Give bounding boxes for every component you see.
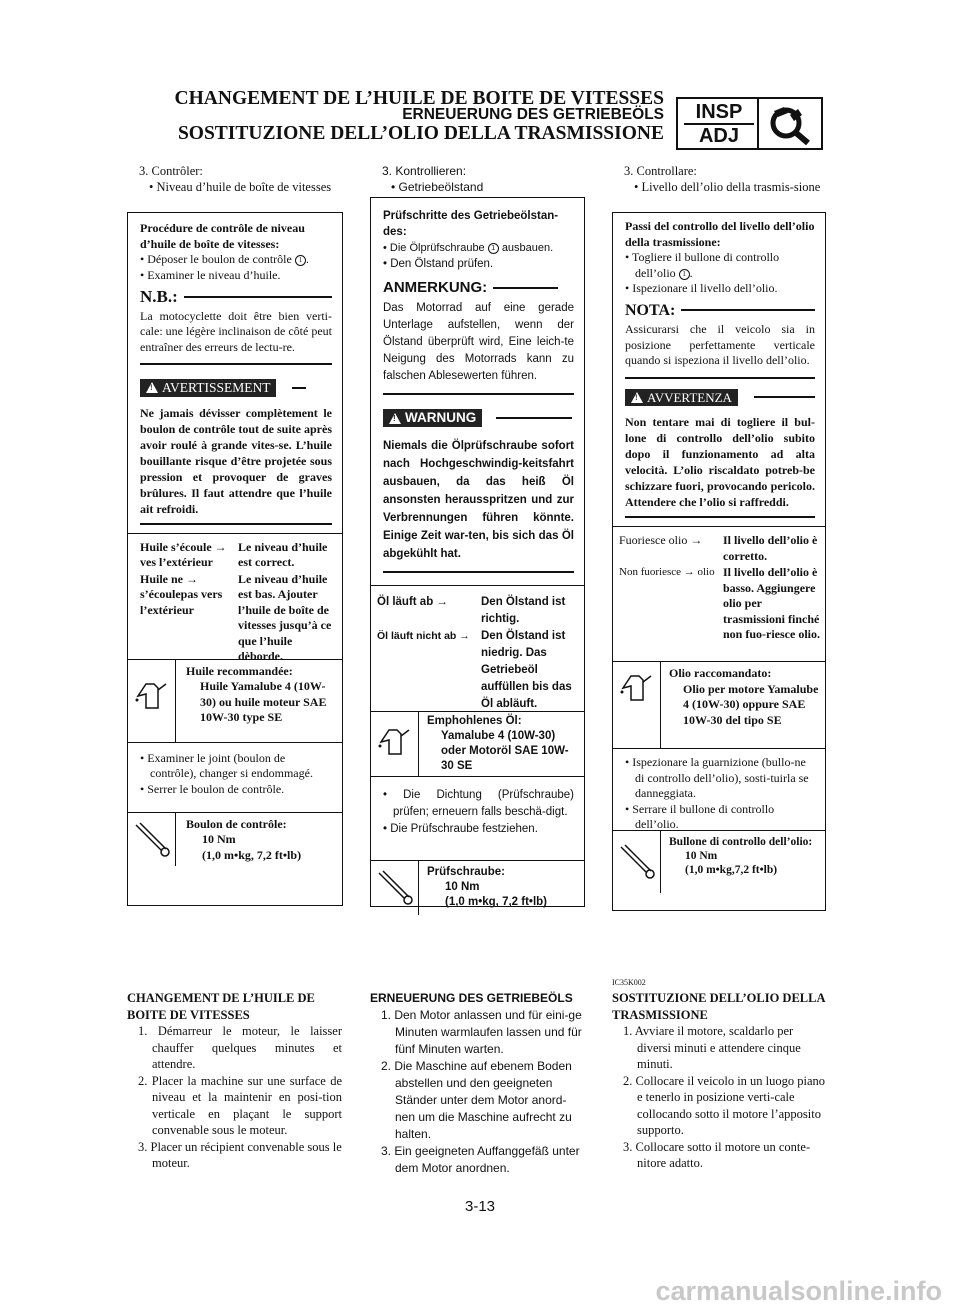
fr-t1-right: Le niveau d’huile est correct. bbox=[238, 539, 328, 569]
fr-bottom-3: 3. Placer un récipient convenable sous le moteur. bbox=[138, 1139, 342, 1170]
fr-t2-left: Huile ne → s’écoulepas vers l’extérieur bbox=[140, 571, 223, 617]
title-it: SOSTITUZIONE DELL’OLIO DELLA TRASMISSIONE bbox=[177, 123, 664, 144]
torque-wrench-icon bbox=[617, 841, 657, 881]
de-check-list bbox=[371, 776, 584, 860]
de-proc-2: • Den Ölstand prüfen. bbox=[383, 258, 494, 270]
de-warning-text: Niemals die Ölprüfschraube sofort nach Hochgeschwindig-keitsfahrt ausbauen, da das heiß Öl ansonsten herausspritzen und zur Verbrennungen führen könnte. Einige Zeit war-ten, bis sich das Öl abgekühlt hat. bbox=[383, 440, 574, 560]
fr-proc-title: Procédure de contrôle de niveau d’huile de boîte de vitesses: bbox=[140, 221, 305, 251]
fr-t1-left: Huile s’écoule → ves l’extérieur bbox=[140, 539, 227, 569]
de-proc-title: Prüfschritte des Getriebeölstan-des: bbox=[383, 210, 559, 238]
it-bottom-1: 1. Avviare il motore, scaldarlo per diversi minuti e attendere cinque minuti. bbox=[623, 1024, 801, 1071]
fr-torque-1: 10 Nm bbox=[202, 832, 236, 846]
de-procedure-box bbox=[370, 197, 585, 907]
title-fr: CHANGEMENT DE L’HUILE DE BOITE DE VITESSES bbox=[174, 88, 664, 109]
de-proc-1: • Die Ölprüfschraube 1 ausbauen. bbox=[383, 242, 554, 254]
it-proc-title: Passi del controllo del livello dell’olio della trasmissione: bbox=[625, 219, 815, 249]
de-torque-box bbox=[371, 860, 584, 915]
de-step-item: • Getriebeölstand bbox=[391, 180, 484, 194]
de-note-text: Das Motorrad auf eine gerade Unterlage aufstellen, wenn der Ölstand überprüft wird, Eine leich-te Neigung des Motorrads kann zu falschen Ablesewerten führen. bbox=[383, 302, 574, 382]
warning-icon: ! bbox=[389, 413, 401, 424]
it-step-item: • Livello dell’olio della trasmis-sione bbox=[634, 180, 821, 194]
inspection-tool-icon bbox=[766, 103, 814, 145]
it-check-list bbox=[613, 748, 825, 830]
it-check-2: • Serrare il bullone di controllo dell’olio. bbox=[625, 801, 775, 831]
fr-step-intro bbox=[127, 163, 342, 195]
it-bottom-3: 3. Collocare sotto il motore un conte-nitore adatto. bbox=[623, 1139, 811, 1170]
it-bottom-title: SOSTITUZIONE DELL’OLIO DELLA TRASMISSIONE bbox=[612, 991, 825, 1022]
fr-step-item: • Niveau d’huile de boîte de vitesses bbox=[149, 180, 332, 194]
page-number: 3-13 bbox=[464, 1198, 496, 1215]
de-step: 3. Kontrollieren: bbox=[382, 164, 467, 178]
it-step-intro bbox=[612, 163, 827, 195]
fr-bottom-title: CHANGEMENT DE L’HUILE DE BOITE DE VITESSES bbox=[127, 991, 315, 1022]
fr-note-text: La motocyclette doit être bien verti-cale: une légère inclinaison de côté peut entraîner des erreurs de lectu-re. bbox=[140, 308, 332, 354]
de-bottom bbox=[370, 990, 585, 1177]
it-t2-right: Il livello dell’olio è basso. Aggiungere olio per trasmissioni finché non fuo-riesce olio. bbox=[723, 565, 820, 641]
it-result-table bbox=[613, 526, 825, 661]
fr-check-1: • Examiner le joint (boulon de contrôle), changer si endommagé. bbox=[140, 750, 313, 780]
it-procedure-box bbox=[612, 212, 826, 911]
adj-label: ADJ bbox=[698, 125, 739, 147]
it-note-heading: NOTA: bbox=[625, 303, 815, 319]
de-warning-heading: ! WARNUNG bbox=[383, 409, 574, 427]
de-torque-2: (1,0 m•kg, 7,2 ft•lb) bbox=[445, 896, 547, 908]
de-oil-text: Yamalube 4 (10W-30) oder Motoröl SAE 10W-30 SE bbox=[441, 730, 569, 772]
de-t1-right: Den Ölstand ist richtig. bbox=[481, 596, 566, 625]
it-t1-right: Il livello dell’olio è corretto. bbox=[723, 533, 818, 563]
it-note-text: Assicurarsi che il veicolo sia in posizione perfettamente verticale quando si ispeziona il livello dell’olio. bbox=[625, 322, 815, 367]
fr-torque-title: Boulon de contrôle: bbox=[186, 816, 287, 831]
fr-note-heading: N.B.: bbox=[140, 289, 332, 305]
it-step: 3. Controllare: bbox=[624, 164, 697, 178]
de-t2-right: Den Ölstand ist niedrig. Das Getriebeöl auffüllen bis das Öl abläuft. bbox=[481, 630, 572, 710]
it-bottom-2: 2. Collocare il veicolo in un luogo piano e tenerlo in posizione verti-cale collocando sotto il motore l’apposito supporto. bbox=[623, 1073, 826, 1137]
it-torque-box bbox=[613, 830, 825, 893]
fr-torque-box bbox=[128, 812, 342, 866]
it-t1-left: Fuoriesce olio → bbox=[619, 533, 703, 547]
it-torque-2: (1,0 m•kg,7,2 ft•lb) bbox=[685, 864, 778, 876]
fr-oil-title: Huile recommandée: bbox=[186, 663, 293, 678]
it-warning-text: Non tentare mai di togliere il bul-lone di controllo dell’olio subito dopo il funzionamento ad alta velocità. L’olio riscaldato potreb-be schizzare fuori, provocando pericolo. Attendere che l’olio si raffreddi. bbox=[625, 415, 815, 509]
de-result-table bbox=[371, 585, 584, 711]
fr-procedure-box bbox=[127, 212, 343, 906]
fr-step: 3. Contrôler: bbox=[139, 164, 203, 178]
fr-proc-2: • Examiner le niveau d’huile. bbox=[140, 267, 281, 282]
fr-warning-heading: ! AVERTISSEMENT bbox=[140, 379, 332, 397]
title-de: ERNEUERUNG DES GETRIEBEÖLS bbox=[402, 106, 664, 123]
de-check-1: • Die Dichtung (Prüfschraube) prüfen; erneuern falls beschä-digt. bbox=[383, 789, 574, 818]
fr-t2-right: Le niveau d’huile est bas. Ajouter l’huile de boîte de vitesses jusqu’à ce que l’huile dèborde. bbox=[238, 571, 332, 663]
it-proc-1: • Togliere il bullone di controllo dell’olio 1 . bbox=[625, 250, 780, 280]
de-t1-left: Öl läuft ab → bbox=[377, 596, 448, 608]
it-torque-1: 10 Nm bbox=[685, 850, 718, 862]
de-note-heading: ANMERKUNG: bbox=[383, 280, 574, 296]
de-bottom-2: 2. Die Maschine auf ebenem Boden abstellen und den geeigneten Ständer unter dem Motor anord-nen um die Maschine aufrecht zu halten. bbox=[381, 1059, 572, 1141]
it-oil-text: Olio per motore Yamalube 4 (10W-30) oppure SAE 10W-30 del tipo SE bbox=[683, 681, 819, 727]
fr-check-list bbox=[128, 742, 342, 812]
de-check-2: • Die Prüfschraube festziehen. bbox=[383, 823, 538, 835]
de-bottom-3: 3. Ein geeigneten Auffanggefäß unter dem Motor anordnen. bbox=[381, 1144, 580, 1175]
fr-bottom bbox=[127, 990, 342, 1172]
it-torque-title: Bullone di controllo dell’olio: bbox=[669, 836, 813, 848]
torque-wrench-icon bbox=[132, 819, 172, 859]
fr-torque-2: (1,0 m•kg, 7,2 ft•lb) bbox=[202, 847, 302, 862]
de-torque-title: Prüfschraube: bbox=[427, 866, 505, 878]
fr-oil-box bbox=[128, 659, 342, 742]
fr-result-table bbox=[128, 533, 342, 663]
warning-icon: ! bbox=[146, 382, 158, 393]
torque-wrench-icon bbox=[375, 867, 415, 907]
fr-bottom-2: 2. Placer la machine sur une surface de niveau et la maintenir en posi-tion verticale en plaçant le support convenable sous le moteur. bbox=[138, 1073, 342, 1137]
fr-oil-text: Huile Yamalube 4 (10W-30) ou huile moteur SAE 10W-30 type SE bbox=[200, 679, 327, 724]
de-step-intro bbox=[370, 163, 585, 195]
it-bottom bbox=[612, 990, 826, 1172]
oil-can-icon bbox=[375, 720, 415, 760]
it-section-code: IC35K002 bbox=[612, 978, 646, 987]
warning-icon: ! bbox=[631, 392, 643, 403]
it-check-1: • Ispezionare la guarnizione (bullo-ne di controllo dell’olio), sosti-tuirla se danneggiata. bbox=[625, 755, 809, 800]
de-t2-left: Öl läuft nicht ab → bbox=[377, 630, 470, 642]
de-oil-box bbox=[371, 711, 584, 776]
oil-can-icon bbox=[132, 674, 172, 714]
de-torque-1: 10 Nm bbox=[445, 881, 480, 893]
insp-label: INSP bbox=[684, 101, 754, 125]
fr-warning-text: Ne jamais dévisser complètement le boulon de contrôle tout de suite après avoir roulé à grande vites-se. L’huile bouillante risque d’être projetée sous pression et provoquer de graves brûlures. Il faut attendre que l’huile ait refroidi. bbox=[140, 405, 332, 516]
insp-adj-badge bbox=[676, 97, 823, 150]
it-oil-box bbox=[613, 661, 825, 748]
de-bottom-1: 1. Den Motor anlassen und für eini-ge Minuten warmlaufen lassen und für fünf Minuten warten. bbox=[381, 1008, 582, 1056]
it-t2-left: Non fuoriesce → olio bbox=[619, 566, 715, 578]
fr-proc-1: • Déposer le boulon de contrôle 1 . bbox=[140, 252, 309, 266]
de-bottom-title: ERNEUERUNG DES GETRIEBEÖLS bbox=[370, 991, 573, 1005]
it-warning-heading: ! AVVERTENZA bbox=[625, 389, 815, 407]
fr-bottom-1: 1. Démarreur le moteur, le laisser chauffer quelques minutes et attendre. bbox=[138, 1024, 342, 1071]
fr-check-2: • Serrer le boulon de contrôle. bbox=[140, 781, 285, 796]
watermark: carmanualsonline.info bbox=[655, 1276, 942, 1306]
oil-can-icon bbox=[617, 666, 657, 706]
it-oil-title: Olio raccomandato: bbox=[669, 666, 772, 680]
it-proc-2: • Ispezionare il livello dell’olio. bbox=[625, 281, 778, 295]
de-oil-title: Emphohlenes Öl: bbox=[427, 715, 522, 727]
